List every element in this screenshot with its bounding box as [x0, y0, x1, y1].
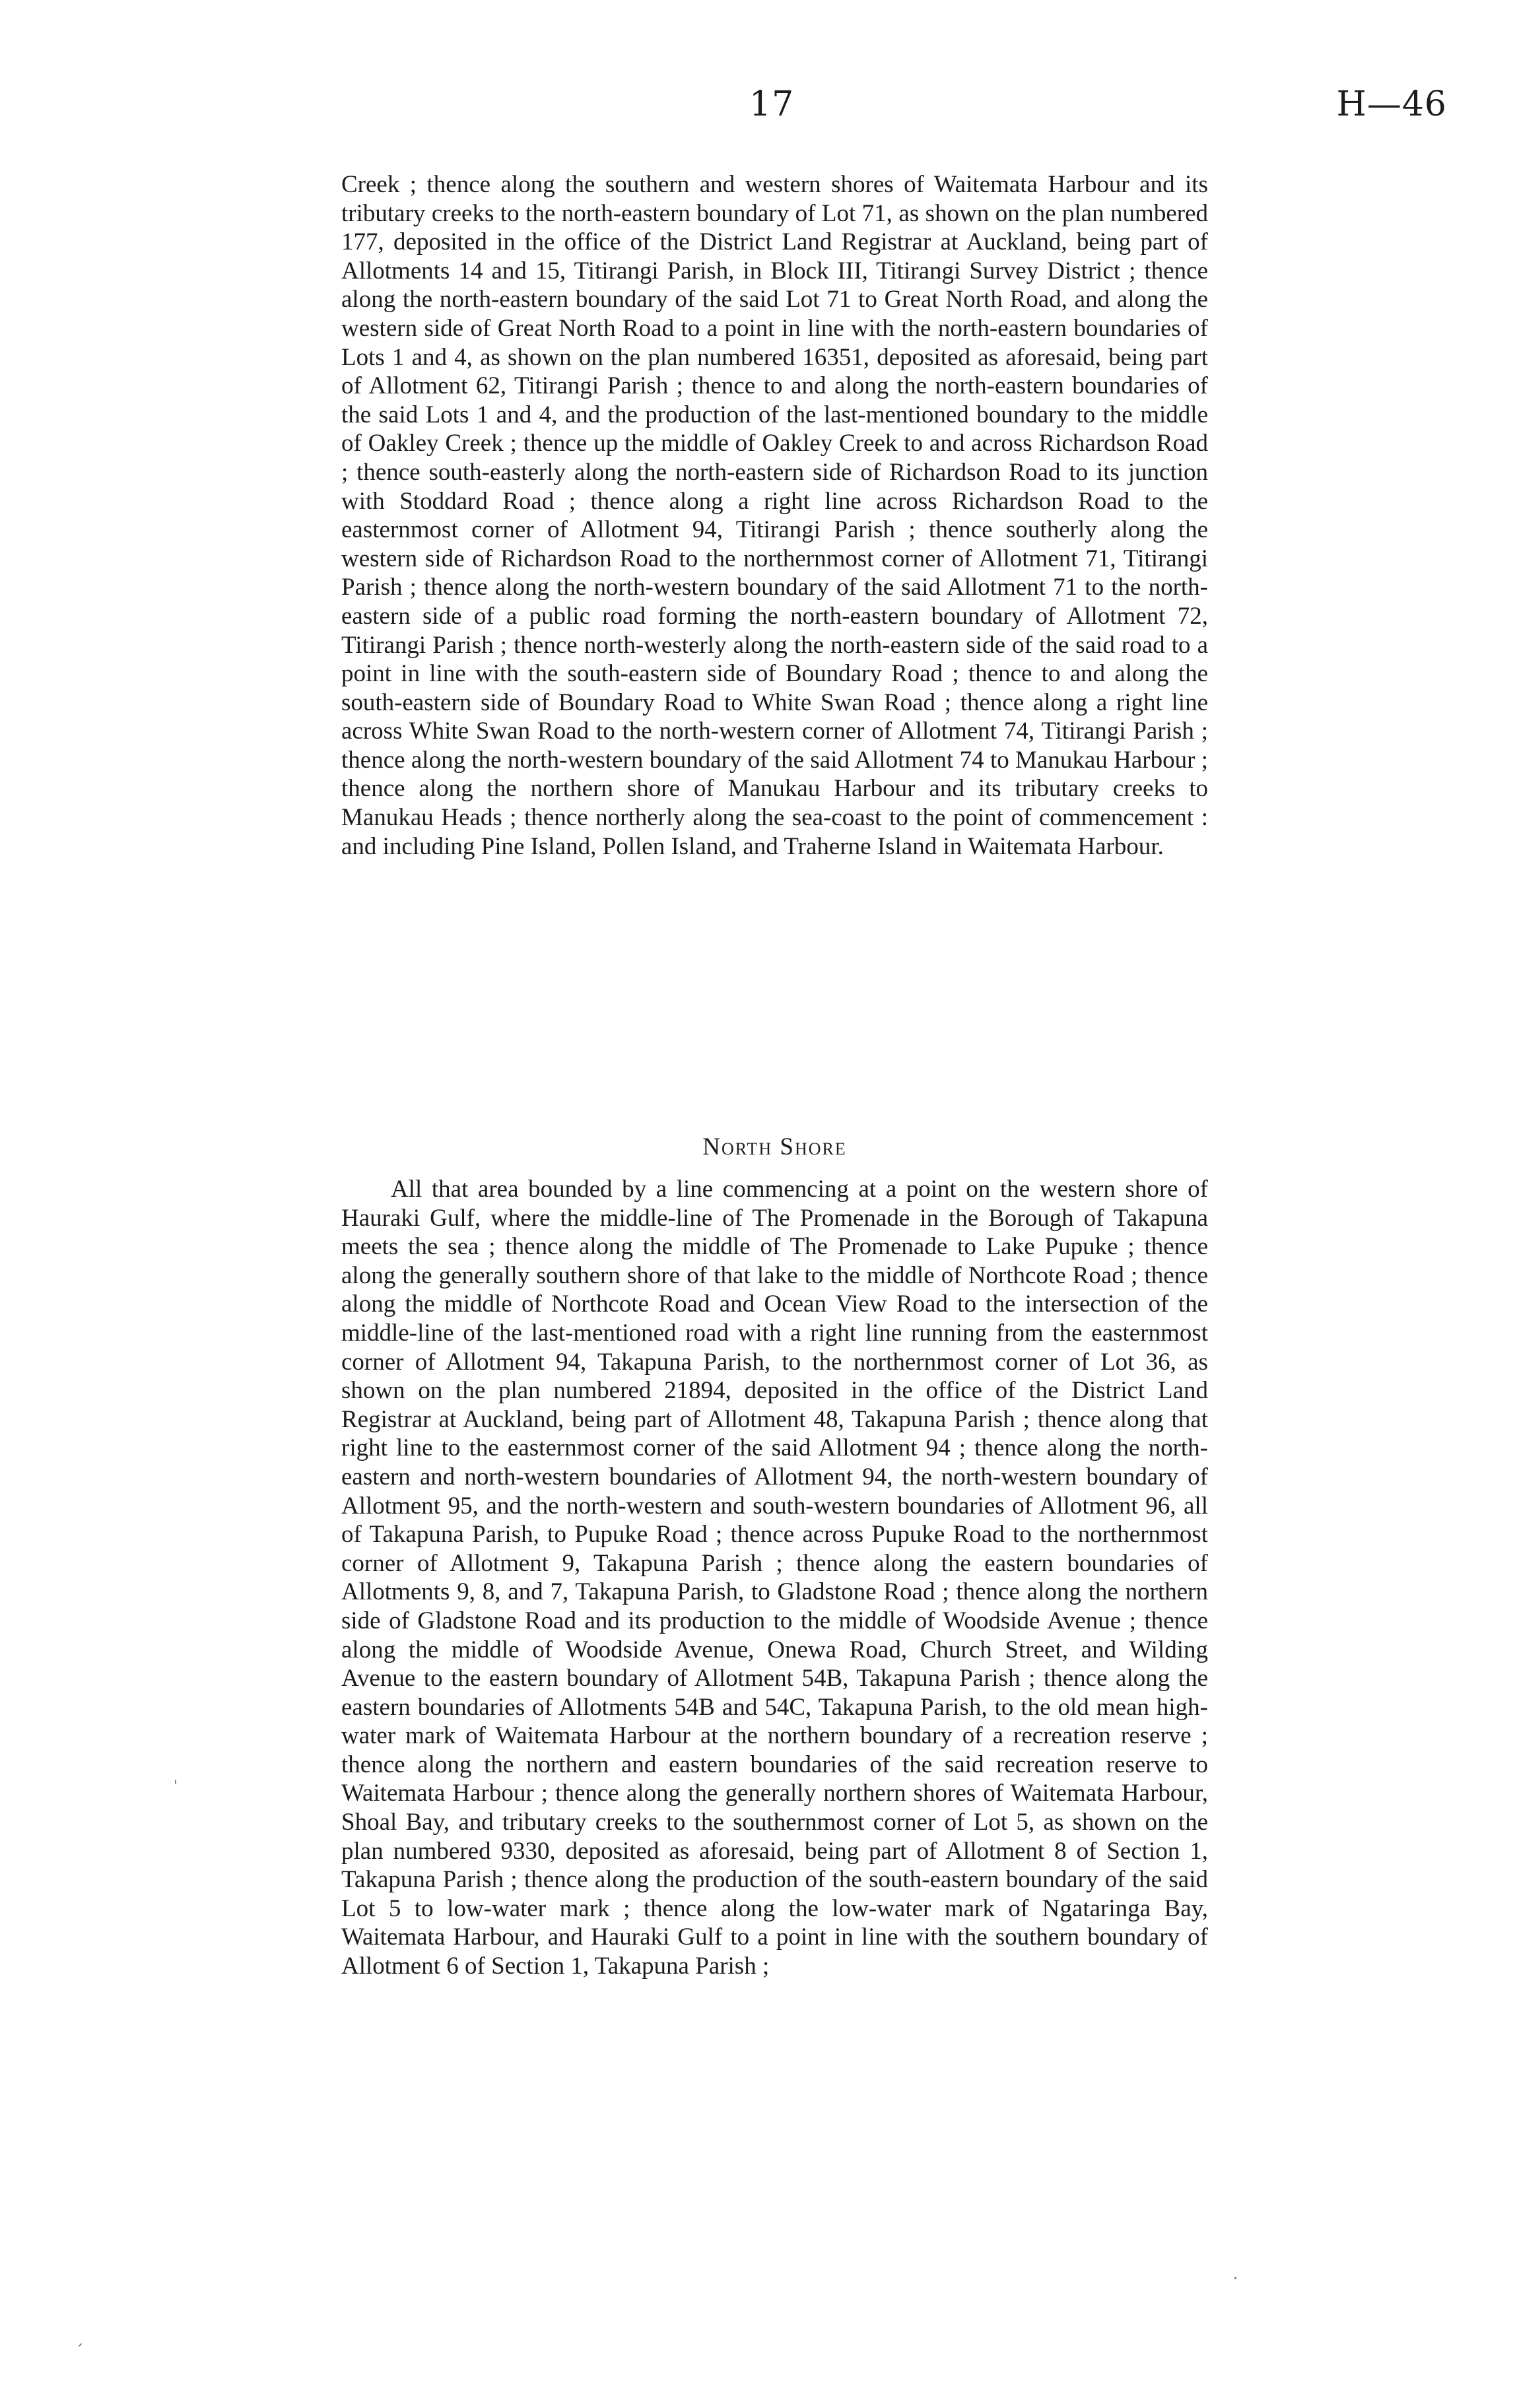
document-code: H—46: [1336, 84, 1447, 124]
page-number: 17: [749, 84, 795, 124]
margin-speck: ˏ: [76, 2330, 83, 2347]
continuation-paragraph: Creek ; thence along the southern and western shores of Waitemata Harbour and its tributary creeks to the north-eastern boundary of Lot 71, as shown on the plan numbered 177, deposited in the office of the District Land Registrar at Auckland, being part of Allotments 14 and 15, Titirangi Parish, in Block III, Titirangi Survey District ; thence along the north-eastern boundary of the said Lot 71 to Great North Road, and along the western side of Great North Road to a point in line with the north-eastern boundaries of Lots 1 and 4, as shown on the plan numbered 16351, deposited as aforesaid, being part of Allotment 62, Titirangi Parish ; thence to and along the north-eastern boundaries of the said Lots 1 and 4, and the production of the last-mentioned boundary to the middle of Oakley Creek ; thence up the middle of Oakley Creek to and across Richardson Road ; thence south-easterly along the north-eastern side of Richardson Road to its junction with Stoddard Road ; thence along a right line across Richardson Road to the easternmost corner of Allotment 94, Titirangi Parish ; thence southerly along the western side of Richardson Road to the northernmost corner of Allotment 71, Titirangi Parish ; thence along the north-western boundary of the said Allotment 71 to the north-eastern side of a public road forming the north-eastern boundary of Allotment 72, Titirangi Parish ; thence north-westerly along the north-eastern side of the said road to a point in line with the south-eastern side of Boundary Road ; thence to and along the south-eastern side of Boundary Road to White Swan Road ; thence along a right line across White Swan Road to the north-western corner of Allotment 74, Titirangi Parish ; thence along the north-western boundary of the said Allotment 74 to Manukau Harbour ; thence along the northern shore of Manukau Harbour and its tributary creeks to Manukau Heads ; thence northerly along the sea-coast to the point of commencement : and including Pine Island, Pollen Island, and Traherne Island in Waitemata Harbour.: [341, 171, 1208, 860]
north-shore-section: [341, 1175, 1208, 1981]
section-heading-north-shore: North Shore: [702, 1133, 847, 1160]
north-shore-paragraph: All that area bounded by a line commencing at a point on the western shore of Hauraki Gulf, where the middle-line of The Promenade in the Borough of Takapuna meets the sea ; thence along the middle of The Promenade to Lake Pupuke ; thence along the generally southern shore of that lake to the middle of Northcote Road ; thence along the middle of Northcote Road and Ocean View Road to the intersection of the middle-line of the last-mentioned road with a right line running from the easternmost corner of Allotment 94, Takapuna Parish, to the northernmost corner of Lot 36, as shown on the plan numbered 21894, deposited in the office of the District Land Registrar at Auckland, being part of Allotment 48, Takapuna Parish ; thence along that right line to the easternmost corner of the said Allotment 94 ; thence along the north-eastern and north-western boundaries of Allotment 94, the north-western boundary of Allotment 95, and the north-western and south-western boundaries of Allotment 96, all of Takapuna Parish, to Pupuke Road ; thence across Pupuke Road to the northernmost corner of Allotment 9, Takapuna Parish ; thence along the eastern boundaries of Allotments 9, 8, and 7, Takapuna Parish, to Gladstone Road ; thence along the northern side of Gladstone Road and its production to the middle of Woodside Avenue ; thence along the middle of Woodside Avenue, Onewa Road, Church Street, and Wilding Avenue to the eastern boundary of Allotment 54B, Takapuna Parish ; thence along the eastern boundaries of Allotments 54B and 54C, Takapuna Parish, to the old mean high-water mark of Waitemata Harbour at the northern boundary of a recreation reserve ; thence along the northern and eastern boundaries of the said recreation reserve to Waitemata Harbour ; thence along the generally northern shores of Waitemata Harbour, Shoal Bay, and tributary creeks to the southernmost corner of Lot 5, as shown on the plan numbered 9330, deposited as aforesaid, being part of Allotment 8 of Section 1, Takapuna Parish ; thence along the production of the south-eastern boundary of the said Lot 5 to low-water mark ; thence along the low-water mark of Ngataringa Bay, Waitemata Harbour, and Hauraki Gulf to a point in line with the southern boundary of Allotment 6 of Section 1, Takapuna Parish ;: [341, 1176, 1208, 1980]
continuation-section: [341, 170, 1208, 861]
margin-speck: ·: [1233, 2271, 1238, 2287]
margin-speck: ˌ: [174, 1769, 178, 1786]
